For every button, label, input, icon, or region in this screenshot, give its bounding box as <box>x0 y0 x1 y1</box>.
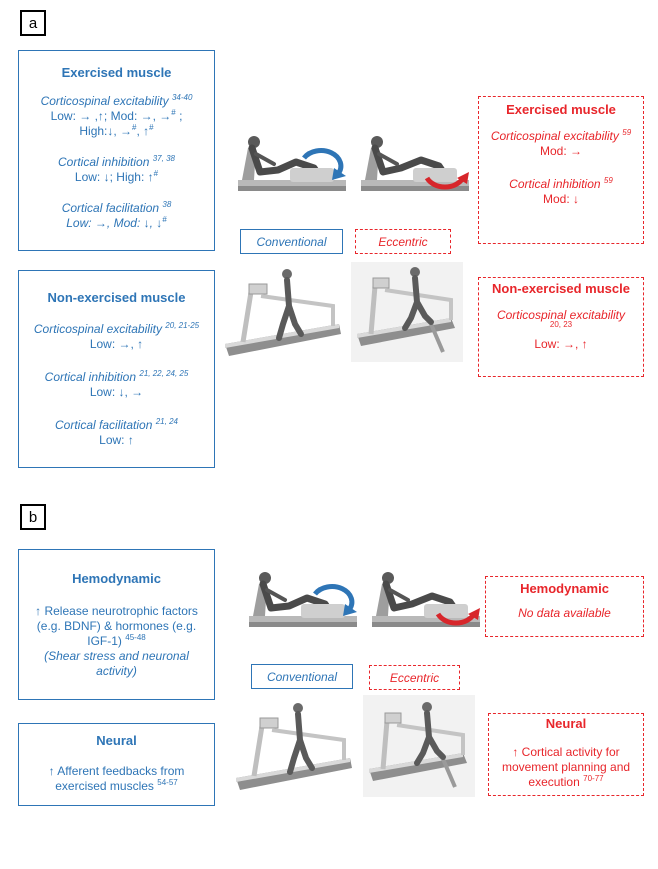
hemo-line3: IGF-1) $^{45-48}$ <box>87 633 146 648</box>
panel-b-label <box>20 504 46 530</box>
cf-values: Low: ↑ <box>99 433 134 447</box>
machine-base-shadow <box>249 622 357 627</box>
ci-label: Cortical inhibition $^{37, 38}$ <box>58 154 175 169</box>
cse-label: Corticospinal excitability $^{59}$ <box>490 128 632 143</box>
cse-values: Low: →, ↑ <box>534 337 588 351</box>
treadmill-downhill-icon <box>363 695 475 797</box>
hemo-line5: activity) <box>96 664 137 678</box>
cse-values: Low: →, ↑ <box>89 337 144 351</box>
box-nonexercised-muscle-conventional <box>18 270 215 468</box>
machine-base-shadow <box>238 186 346 191</box>
neural-ecc-line3: execution $^{70-77}$ <box>528 774 604 789</box>
walker-body <box>279 280 301 338</box>
box-title: Neural <box>545 716 587 731</box>
cse-values-line2: High:↓, →#, ↑# <box>79 123 154 138</box>
treadmill-downhill-icon <box>351 262 463 362</box>
cf-label: Cortical facilitation $^{38}$ <box>61 200 172 215</box>
box-exercised-muscle-conventional <box>18 50 215 251</box>
footplate-carriage <box>290 168 334 182</box>
cse-values: Mod: → <box>539 144 582 158</box>
cf-label: Cortical facilitation $^{21, 24}$ <box>55 417 178 432</box>
hemo-line4: (Shear stress and neuronal <box>44 649 189 663</box>
console <box>385 713 401 723</box>
box-nonexercised-muscle-eccentric <box>478 277 644 377</box>
walker-body <box>290 714 312 772</box>
cf-values: Low: →, Mod: ↓, ↓# <box>66 215 167 230</box>
cse-ref: 20, 23 <box>549 320 573 329</box>
console <box>260 718 278 728</box>
cse-values-line1: Low: → ,↑; Mod: →, →# ; <box>50 108 183 123</box>
panel-a-label <box>20 10 46 36</box>
box-exercised-muscle-eccentric <box>478 96 644 244</box>
ci-label: Cortical inhibition $^{59}$ <box>509 176 613 191</box>
box-title: Exercised muscle <box>506 102 616 117</box>
neural-ecc-line1: ↑ Cortical activity for <box>512 745 620 759</box>
treadmill-uphill-icon <box>232 696 356 796</box>
footplate-carriage <box>424 604 468 618</box>
ci-values: Mod: ↓ <box>542 192 579 206</box>
treadmill-uphill-icon <box>221 262 345 362</box>
hemo-line2: (e.g. BDNF) & hormones (e.g. <box>36 619 197 633</box>
hemo-eccentric-value: No data available <box>518 606 611 620</box>
leg-press-conventional-icon <box>245 564 365 634</box>
cse-label: Corticospinal excitability <box>496 308 626 322</box>
console-post <box>243 290 263 342</box>
leg-press-eccentric-icon <box>368 564 488 638</box>
box-title: Hemodynamic <box>72 571 161 586</box>
box-title: Non-exercised muscle <box>491 281 630 296</box>
leg-press-conventional-icon <box>234 128 354 198</box>
box-title: Non-exercised muscle <box>47 290 186 305</box>
box-neural-eccentric <box>488 713 644 796</box>
ci-values: Low: ↓, → <box>89 385 144 399</box>
box-hemodynamic-eccentric <box>485 576 644 637</box>
box-title: Neural <box>96 733 137 748</box>
footplate-carriage <box>301 604 345 618</box>
box-neural-conventional <box>18 723 215 806</box>
neural-line2: exercised muscles $^{54-57}$ <box>55 778 178 793</box>
console <box>249 284 267 294</box>
tag-eccentric: Eccentric <box>355 229 451 254</box>
footplate-carriage <box>413 168 457 182</box>
tag-conventional: Conventional <box>251 664 353 689</box>
tag-eccentric: Eccentric <box>369 665 460 690</box>
hemo-line1: ↑ Release neurotrophic factors <box>35 604 198 618</box>
neural-ecc-line2: movement planning and <box>501 760 631 774</box>
cse-label: Corticospinal excitability $^{34-40}$ <box>40 93 193 108</box>
tag-conventional: Conventional <box>240 229 343 254</box>
image-backdrop <box>351 262 463 362</box>
panel-a-letter: a <box>28 14 38 32</box>
console <box>373 278 389 288</box>
console-post <box>254 724 274 776</box>
ci-values: Low: ↓; High: ↑# <box>74 169 159 184</box>
box-title: Exercised muscle <box>61 65 172 80</box>
image-backdrop <box>363 695 475 797</box>
leg-press-eccentric-icon <box>357 128 477 202</box>
panel-b-letter: b <box>28 508 38 526</box>
box-title: Hemodynamic <box>520 581 609 596</box>
cse-label: Corticospinal excitability $^{20, 21-25}$ <box>33 321 200 336</box>
box-hemodynamic-conventional <box>18 549 215 700</box>
neural-line1: ↑ Afferent feedbacks from <box>48 764 185 778</box>
ci-label: Cortical inhibition $^{21, 22, 24, 25}$ <box>44 369 189 384</box>
